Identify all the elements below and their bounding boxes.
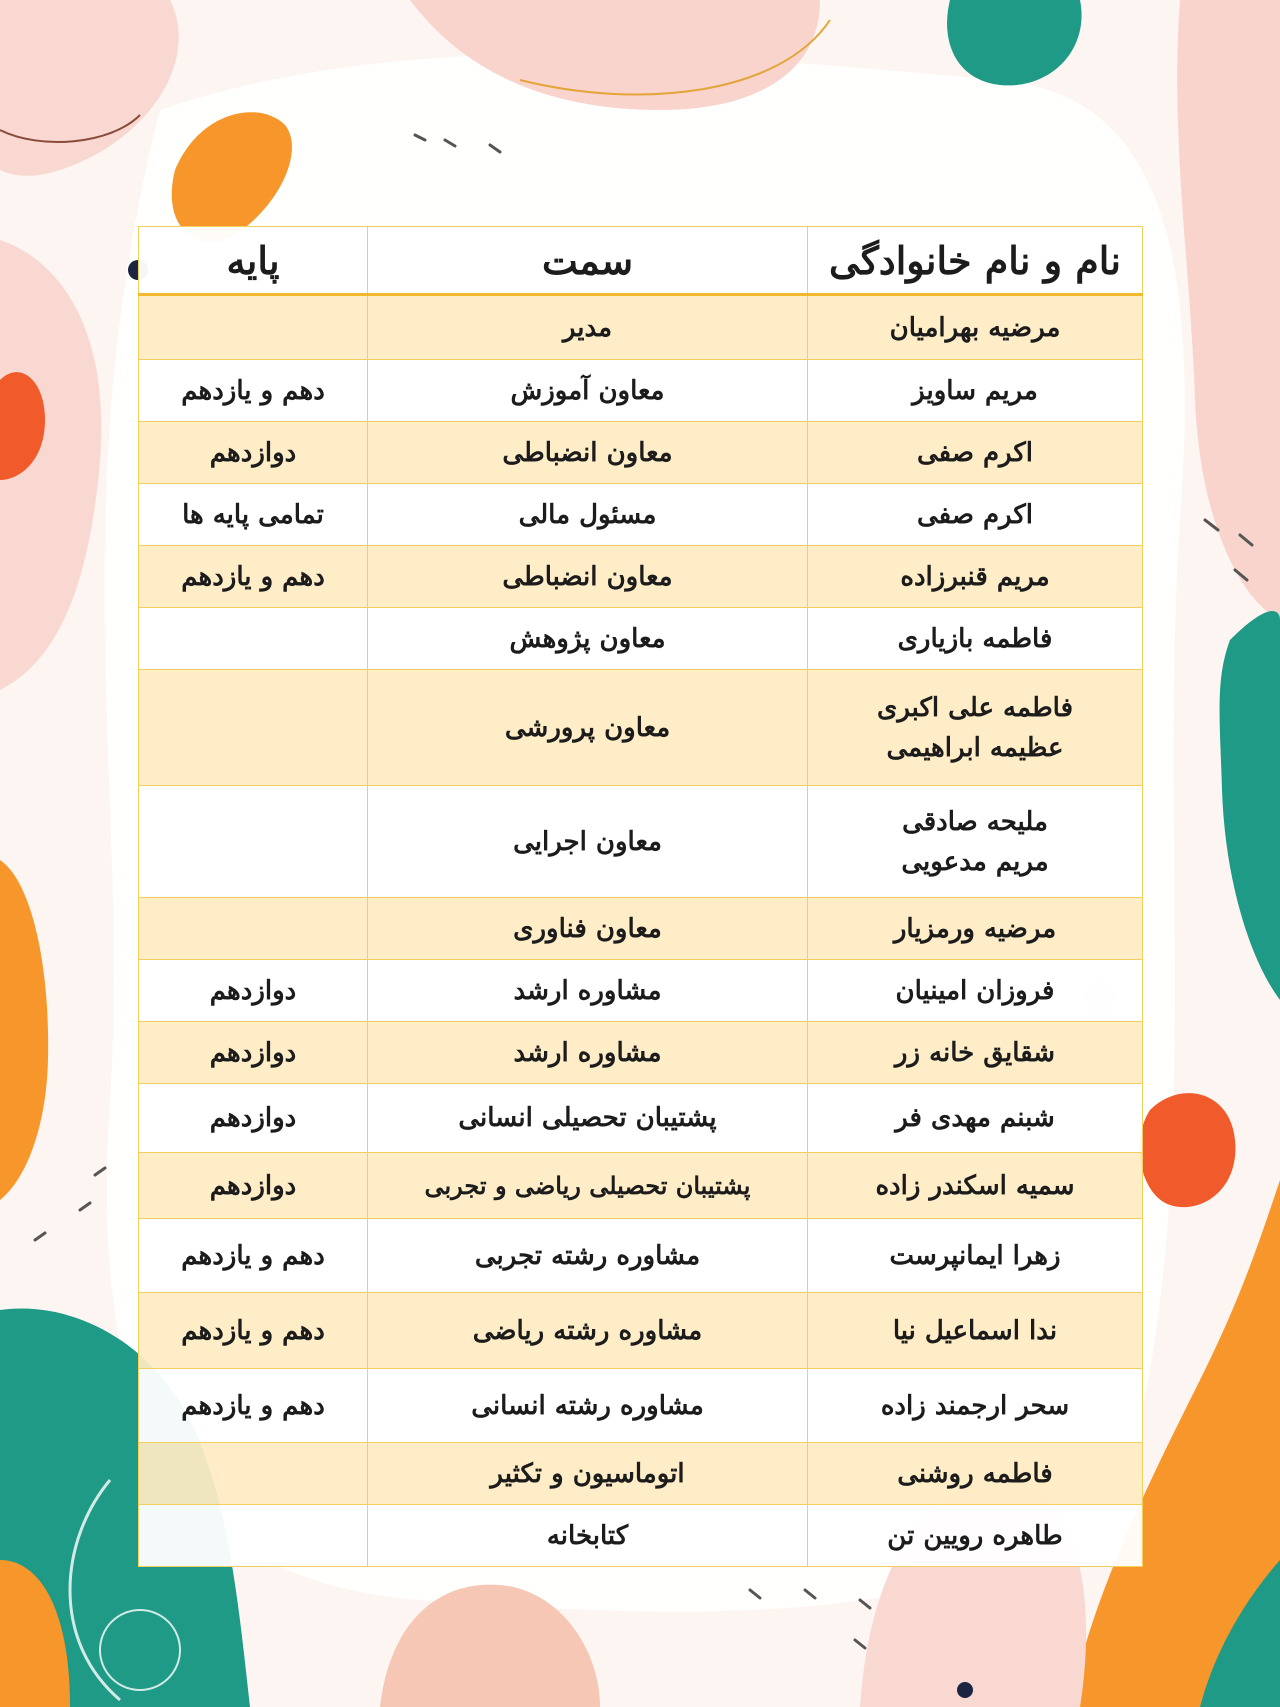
cell-role: کتابخانه bbox=[368, 1505, 808, 1567]
cell-name: مرضیه بهرامیان bbox=[808, 295, 1143, 360]
header-name: نام و نام خانوادگی bbox=[808, 227, 1143, 295]
cell-name-line: فاطمه علی اکبری bbox=[876, 692, 1074, 723]
cell-name-line: مریم مدعویی bbox=[901, 846, 1049, 877]
cell-role: معاون پرورشی bbox=[368, 670, 808, 786]
cell-grade bbox=[139, 786, 368, 898]
cell-role: مشاوره ارشد bbox=[368, 1022, 808, 1084]
cell-name: سمیه اسکندر زاده bbox=[808, 1153, 1143, 1219]
table-row bbox=[139, 1293, 1143, 1369]
cell-grade: دوازدهم bbox=[139, 1084, 368, 1153]
table-row bbox=[139, 295, 1143, 360]
cell-grade: دهم و یازدهم bbox=[139, 1219, 368, 1293]
cell-role: معاون آموزش bbox=[368, 360, 808, 422]
cell-grade: دوازدهم bbox=[139, 1153, 368, 1219]
cell-name: اکرم صفی bbox=[808, 484, 1143, 546]
cell-grade bbox=[139, 898, 368, 960]
cell-role: مشاوره رشته تجربی bbox=[368, 1219, 808, 1293]
cell-name: شبنم مهدی فر bbox=[808, 1084, 1143, 1153]
cell-name: مرضیه ورمزیار bbox=[808, 898, 1143, 960]
cell-grade: دوازدهم bbox=[139, 1022, 368, 1084]
table-row bbox=[139, 1153, 1143, 1219]
cell-name: سحر ارجمند زاده bbox=[808, 1369, 1143, 1443]
cell-role: اتوماسیون و تکثیر bbox=[368, 1443, 808, 1505]
table-row bbox=[139, 1369, 1143, 1443]
cell-role: پشتیبان تحصیلی ریاضی و تجربی bbox=[368, 1153, 808, 1219]
cell-grade: دهم و یازدهم bbox=[139, 1369, 368, 1443]
cell-name: ندا اسماعیل نیا bbox=[808, 1293, 1143, 1369]
cell-name: فاطمه روشنی bbox=[808, 1443, 1143, 1505]
cell-role: مشاوره رشته ریاضی bbox=[368, 1293, 808, 1369]
cell-role: معاون انضباطی bbox=[368, 422, 808, 484]
cell-role: معاون پژوهش bbox=[368, 608, 808, 670]
cell-role: معاون انضباطی bbox=[368, 546, 808, 608]
cell-grade bbox=[139, 670, 368, 786]
cell-grade: دوازدهم bbox=[139, 422, 368, 484]
staff-table-container bbox=[138, 226, 1142, 1567]
cell-grade bbox=[139, 1505, 368, 1567]
cell-grade: دهم و یازدهم bbox=[139, 546, 368, 608]
table-row bbox=[139, 960, 1143, 1022]
cell-grade bbox=[139, 608, 368, 670]
table-row bbox=[139, 422, 1143, 484]
header-grade: پایه bbox=[139, 227, 368, 295]
cell-name-line: ملیحه صادقی bbox=[902, 806, 1048, 837]
table-row bbox=[139, 1505, 1143, 1567]
cell-role: معاون اجرایی bbox=[368, 786, 808, 898]
cell-role: مشاوره ارشد bbox=[368, 960, 808, 1022]
cell-grade: دهم و یازدهم bbox=[139, 360, 368, 422]
table-row bbox=[139, 608, 1143, 670]
cell-name: طاهره رویین تن bbox=[808, 1505, 1143, 1567]
cell-role: پشتیبان تحصیلی انسانی bbox=[368, 1084, 808, 1153]
table-row bbox=[139, 360, 1143, 422]
cell-role: مدیر bbox=[368, 295, 808, 360]
cell-name: فروزان امینیان bbox=[808, 960, 1143, 1022]
cell-role: مشاوره رشته انسانی bbox=[368, 1369, 808, 1443]
cell-name: زهرا ایمانپرست bbox=[808, 1219, 1143, 1293]
cell-grade: تمامی پایه ها bbox=[139, 484, 368, 546]
table-row bbox=[139, 898, 1143, 960]
cell-name bbox=[808, 786, 1143, 898]
cell-name-line: عظیمه ابراهیمی bbox=[886, 732, 1064, 763]
cell-name: مریم ساویز bbox=[808, 360, 1143, 422]
cell-name: اکرم صفی bbox=[808, 422, 1143, 484]
table-row bbox=[139, 1443, 1143, 1505]
cell-name: مریم قنبرزاده bbox=[808, 546, 1143, 608]
table-row bbox=[139, 1219, 1143, 1293]
cell-grade bbox=[139, 295, 368, 360]
cell-name: فاطمه بازیاری bbox=[808, 608, 1143, 670]
cell-role: معاون فناوری bbox=[368, 898, 808, 960]
cell-grade bbox=[139, 1443, 368, 1505]
table-row bbox=[139, 786, 1143, 898]
cell-grade: دهم و یازدهم bbox=[139, 1293, 368, 1369]
cell-name bbox=[808, 670, 1143, 786]
table-header-row bbox=[139, 227, 1143, 295]
table-row bbox=[139, 1084, 1143, 1153]
cell-name: شقایق خانه زر bbox=[808, 1022, 1143, 1084]
staff-table bbox=[138, 226, 1143, 1567]
cell-grade: دوازدهم bbox=[139, 960, 368, 1022]
table-row bbox=[139, 670, 1143, 786]
table-row bbox=[139, 1022, 1143, 1084]
header-role: سمت bbox=[368, 227, 808, 295]
cell-role: مسئول مالی bbox=[368, 484, 808, 546]
table-row bbox=[139, 484, 1143, 546]
table-row bbox=[139, 546, 1143, 608]
